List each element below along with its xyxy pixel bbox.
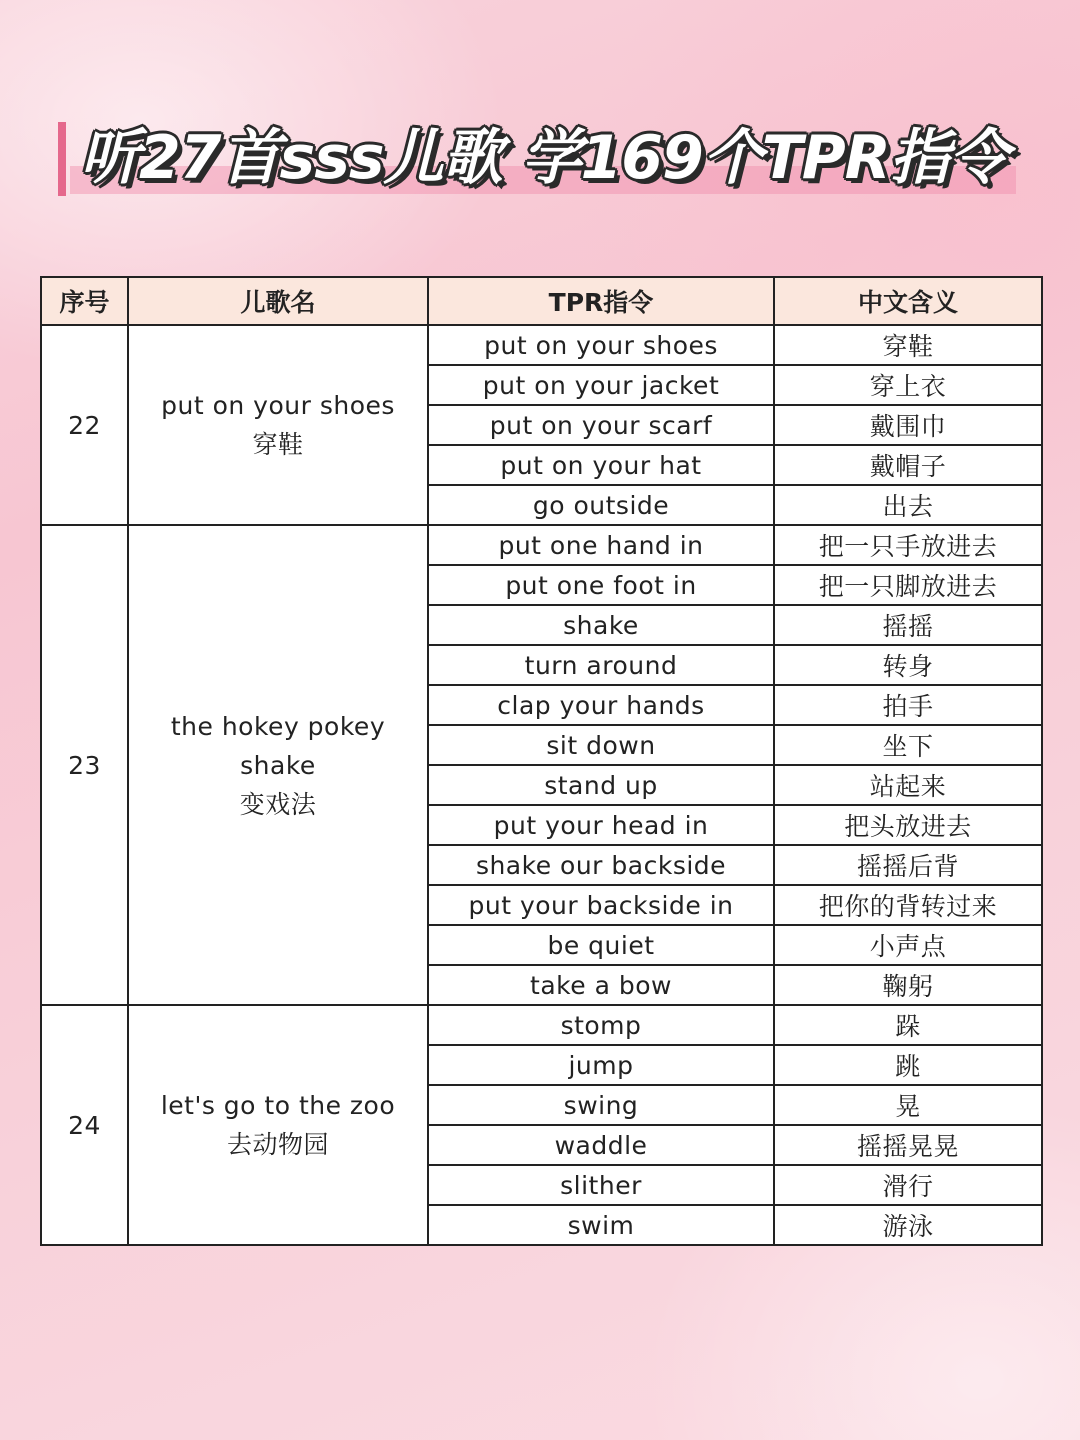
- song-title-en: the hokey pokey: [170, 711, 386, 741]
- command-cell: slither: [428, 1165, 774, 1205]
- song-number: 22: [41, 325, 128, 525]
- meaning-cell: 把头放进去: [774, 805, 1042, 845]
- command-cell: put on your scarf: [428, 405, 774, 445]
- command-cell: put one hand in: [428, 525, 774, 565]
- meaning-cell: 穿鞋: [774, 325, 1042, 365]
- meaning-cell: 摇摇后背: [774, 845, 1042, 885]
- meaning-cell: 晃: [774, 1085, 1042, 1125]
- song-number: 23: [41, 525, 128, 1005]
- command-cell: put your head in: [428, 805, 774, 845]
- command-cell: clap your hands: [428, 685, 774, 725]
- meaning-cell: 戴围巾: [774, 405, 1042, 445]
- command-cell: turn around: [428, 645, 774, 685]
- meaning-cell: 坐下: [774, 725, 1042, 765]
- meaning-cell: 把一只脚放进去: [774, 565, 1042, 605]
- song-title-cell: [128, 325, 428, 525]
- command-cell: stomp: [428, 1005, 774, 1045]
- command-cell: put your backside in: [428, 885, 774, 925]
- meaning-cell: 穿上衣: [774, 365, 1042, 405]
- command-cell: put on your hat: [428, 445, 774, 485]
- song-number: 24: [41, 1005, 128, 1245]
- header-song: 儿歌名: [128, 277, 428, 325]
- song-title-cn: 变戏法: [239, 789, 317, 819]
- tpr-command-table: [40, 276, 1043, 1246]
- song-title-cell: [128, 1005, 428, 1245]
- command-cell: jump: [428, 1045, 774, 1085]
- command-cell: go outside: [428, 485, 774, 525]
- command-cell: put one foot in: [428, 565, 774, 605]
- meaning-cell: 跺: [774, 1005, 1042, 1045]
- song-title-cn: 穿鞋: [252, 430, 304, 459]
- meaning-cell: 把一只手放进去: [774, 525, 1042, 565]
- page-title-banner: [58, 120, 1018, 200]
- meaning-cell: 拍手: [774, 685, 1042, 725]
- command-cell: shake our backside: [428, 845, 774, 885]
- table-row: [41, 325, 1042, 365]
- song-title-cn: 去动物园: [226, 1130, 329, 1159]
- command-cell: be quiet: [428, 925, 774, 965]
- meaning-cell: 鞠躬: [774, 965, 1042, 1005]
- command-cell: shake: [428, 605, 774, 645]
- meaning-cell: 跳: [774, 1045, 1042, 1085]
- command-cell: put on your jacket: [428, 365, 774, 405]
- song-title-en-2: shake: [240, 750, 316, 780]
- header-meaning: 中文含义: [774, 277, 1042, 325]
- command-cell: swim: [428, 1205, 774, 1245]
- header-index: 序号: [41, 277, 128, 325]
- meaning-cell: 站起来: [774, 765, 1042, 805]
- song-title-en: let's go to the zoo: [160, 1091, 396, 1120]
- command-cell: waddle: [428, 1125, 774, 1165]
- meaning-cell: 把你的背转过来: [774, 885, 1042, 925]
- meaning-cell: 游泳: [774, 1205, 1042, 1245]
- command-cell: swing: [428, 1085, 774, 1125]
- meaning-cell: 戴帽子: [774, 445, 1042, 485]
- command-cell: stand up: [428, 765, 774, 805]
- table-row: [41, 1005, 1042, 1045]
- title-accent-bar: [58, 122, 66, 196]
- command-cell: sit down: [428, 725, 774, 765]
- table-header-row: [41, 277, 1042, 325]
- command-cell: take a bow: [428, 965, 774, 1005]
- meaning-cell: 出去: [774, 485, 1042, 525]
- meaning-cell: 摇摇: [774, 605, 1042, 645]
- song-title-en: put on your shoes: [161, 391, 395, 420]
- meaning-cell: 小声点: [774, 925, 1042, 965]
- table-row: [41, 525, 1042, 565]
- page-title: 听27首sss儿歌 学169个TPR指令: [80, 123, 1008, 193]
- meaning-cell: 转身: [774, 645, 1042, 685]
- command-cell: put on your shoes: [428, 325, 774, 365]
- meaning-cell: 滑行: [774, 1165, 1042, 1205]
- header-command: TPR指令: [428, 277, 774, 325]
- song-title-cell: [128, 525, 428, 1005]
- meaning-cell: 摇摇晃晃: [774, 1125, 1042, 1165]
